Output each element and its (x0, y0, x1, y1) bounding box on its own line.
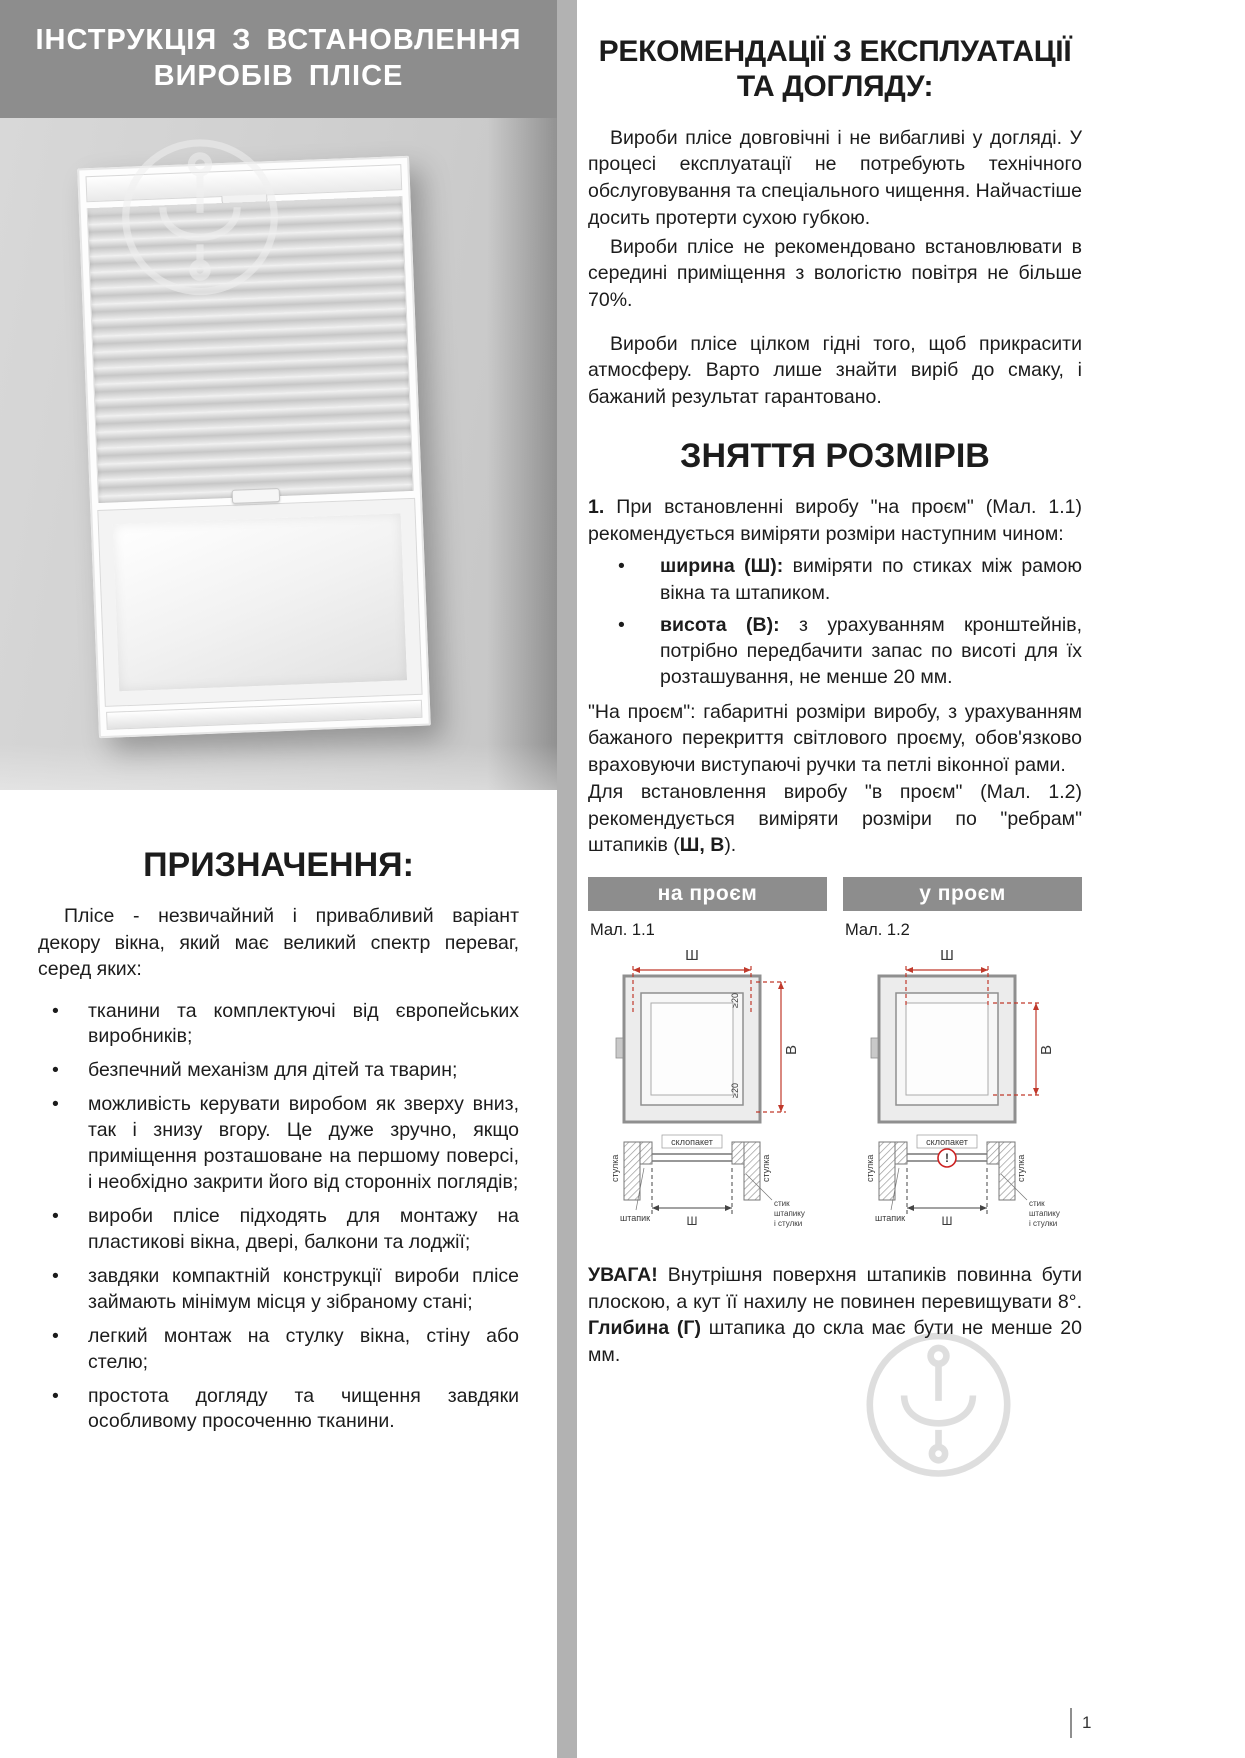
left-header-banner (0, 0, 557, 118)
watermark-logo-icon (100, 124, 300, 339)
measure-list (588, 553, 1082, 691)
page-number-value: 1 (1082, 1713, 1092, 1732)
measure-step (588, 494, 1082, 547)
height-label: В (1038, 1044, 1055, 1056)
measure-item-text: з урахуванням кронштейнів, потрібно передбачити запас по висоті для їх розташування, не менше 20 мм. (660, 613, 1082, 689)
joint-note: стик (1029, 1199, 1045, 1208)
section-width-label: Ш (941, 1214, 953, 1228)
care-title-line1: РЕКОМЕНДАЦІЇ З ЕКСПЛУАТАЦІЇ (598, 35, 1072, 68)
warning-mark: ! (945, 1151, 949, 1165)
list-item-text: простота догляду та чищення завдяки особливому просоченню тканини. (88, 1384, 519, 1433)
bullet-marker: • (618, 613, 625, 636)
bullet-marker: • (618, 555, 625, 578)
list-item (588, 553, 1082, 606)
figure-caption: Мал. 1.1 (590, 921, 655, 939)
attention-bold: Глибина (Г) (588, 1317, 701, 1340)
window-handle (871, 1038, 878, 1058)
attention-text2: штапика до скла має бути не менше 20 мм. (588, 1317, 1082, 1367)
bullet-marker: • (52, 1093, 59, 1116)
joint-note: і стулки (1029, 1219, 1058, 1228)
attention-text1: Внутрішня поверхня штапиків повинна бути плоскою, а кут її нахилу не повинен перевищувати 8°. (588, 1264, 1082, 1313)
care-paragraph: Вироби плісе цілком гідні того, щоб прикрасити атмосферу. Варто лише знайти виріб до смаку, і бажаний результат гарантовано. (588, 332, 1082, 409)
figures-row (588, 877, 1082, 1242)
width-label: Ш (685, 947, 699, 964)
purpose-title: ПРИЗНАЧЕННЯ: (143, 846, 414, 884)
list-item (38, 1324, 519, 1376)
floor-highlight (0, 744, 557, 790)
measure-step-number: 1. (588, 495, 605, 518)
joint-note: штапику (1029, 1209, 1060, 1218)
list-item-text: можливість керувати виробом як зверху вниз, так і знизу вгору. Це дуже зручно, якщо приміщення розташоване на першому поверсі, і необхідно закрити його від сторонніх поглядів; (88, 1093, 519, 1194)
figure-header: у проєм (843, 877, 1082, 911)
wall-shadow (487, 118, 557, 790)
measure-item-label: ширина (Ш): (660, 555, 784, 578)
list-item (38, 1058, 519, 1084)
bead-label: штапик (620, 1213, 651, 1223)
left-header-line1: ІНСТРУКЦІЯ З ВСТАНОВЛЕННЯ (35, 24, 522, 57)
purpose-intro: Плісе - незвичайний і привабливий варіант декору вікна, який має великий спектр переваг, серед яких: (38, 905, 519, 981)
v-proem-text: Для встановлення виробу "в проєм" (Мал. 1.2) рекомендується виміряти розміри по "ребрам" штапиків ( (588, 780, 1082, 857)
min-gap-label: ≥20 (730, 1083, 740, 1098)
care-paragraph: Вироби плісе довговічні і не вибагливі у догляді. У процесі експлуатації не потребують технічного обслуговування та спеціального чищення. Найчастіше досить протерти сухою губкою. (588, 126, 1082, 229)
window-glass (98, 499, 421, 706)
sash-label: стулка (761, 1154, 771, 1182)
list-item (38, 999, 519, 1051)
attention-label: УВАГА! (588, 1264, 658, 1286)
section-width-dimension (907, 1168, 987, 1214)
height-label: В (783, 1044, 800, 1056)
list-item-text: безпечний механізм для дітей та тварин; (88, 1059, 458, 1082)
glazing-label: склопакет (671, 1137, 713, 1147)
window-sill (106, 700, 422, 730)
list-item (38, 1092, 519, 1196)
measure-step-text: При встановленні виробу "на проєм" (Мал. 1.1) рекомендується виміряти розміри наступним чином: (588, 495, 1082, 545)
sash-label: стулка (1016, 1154, 1026, 1182)
bullet-marker: • (52, 1205, 59, 1227)
figure-caption: Мал. 1.2 (845, 921, 910, 939)
v-proem-bold: Ш, В (679, 834, 725, 857)
window-handle (616, 1038, 623, 1058)
width-label: Ш (940, 947, 954, 964)
column-divider (557, 0, 577, 1758)
figure-drawing-na-proem (588, 942, 827, 1242)
page-number-rule (1070, 1708, 1072, 1738)
min-gap-label: ≥20 (730, 993, 740, 1008)
bullet-marker: • (52, 999, 59, 1022)
figure-u-proem (843, 877, 1082, 1242)
bullet-marker: • (52, 1059, 59, 1082)
figure-header: на проєм (588, 877, 827, 911)
joint-note: штапику (774, 1209, 805, 1218)
measure-item-label: висота (В): (660, 613, 780, 636)
bead-label: штапик (875, 1213, 906, 1223)
list-item (38, 1264, 519, 1316)
purpose-list (38, 999, 519, 1436)
blind-handle (232, 488, 281, 504)
left-column (0, 0, 557, 1443)
list-item-text: тканини та комплектуючі від європейських виробників; (88, 999, 519, 1048)
sash-label: стулка (865, 1154, 875, 1182)
v-proem-text-end: ). (724, 834, 737, 857)
v-proem-paragraph (588, 779, 1082, 859)
list-item-text: вироби плісе підходять для монтажу на пластикові вікна, двері, балкони та лоджії; (88, 1205, 519, 1253)
measuring-title: ЗНЯТТЯ РОЗМІРІВ (680, 436, 990, 475)
care-title (588, 34, 1082, 105)
section-width-label: Ш (686, 1214, 698, 1228)
list-item-text: завдяки компактній конструкції вироби плісе займають мінімум місця у зібраному стані; (88, 1264, 519, 1313)
figure-na-proem (588, 877, 827, 1242)
care-paragraph: Вироби плісе не рекомендовано встановлювати в середині приміщення з вологістю повітря не більше 70%. (588, 235, 1082, 311)
figure-drawing-u-proem (843, 942, 1082, 1242)
right-column (588, 0, 1082, 1388)
care-title-line2: ТА ДОГЛЯДУ: (736, 70, 934, 104)
page-number (1070, 1708, 1091, 1738)
list-item-text: легкий монтаж на стулку вікна, стіну або стелю; (88, 1324, 519, 1373)
list-item (38, 1384, 519, 1436)
sash-label: стулка (610, 1154, 620, 1182)
left-header-line2: ВИРОБІВ ПЛІСЕ (153, 60, 404, 92)
list-item (38, 1204, 519, 1256)
bullet-marker: • (52, 1384, 59, 1407)
section-width-dimension (652, 1168, 732, 1214)
joint-note: і стулки (774, 1219, 803, 1228)
bullet-marker: • (52, 1264, 59, 1287)
joint-note: стик (774, 1199, 790, 1208)
na-proem-paragraph: "На проєм": габаритні розміри виробу, з урахуванням бажаного перекриття світлового проєму, обов'язково враховуючи виступаючі ручки та петлі віконної рами. (588, 700, 1082, 777)
glazing-label: склопакет (926, 1137, 968, 1147)
bullet-marker: • (52, 1324, 59, 1347)
window-photo (0, 118, 557, 790)
attention-paragraph (588, 1262, 1082, 1369)
measure-item-text: виміряти по стиках між рамою вікна та штапиком. (660, 555, 1082, 604)
list-item (588, 612, 1082, 691)
